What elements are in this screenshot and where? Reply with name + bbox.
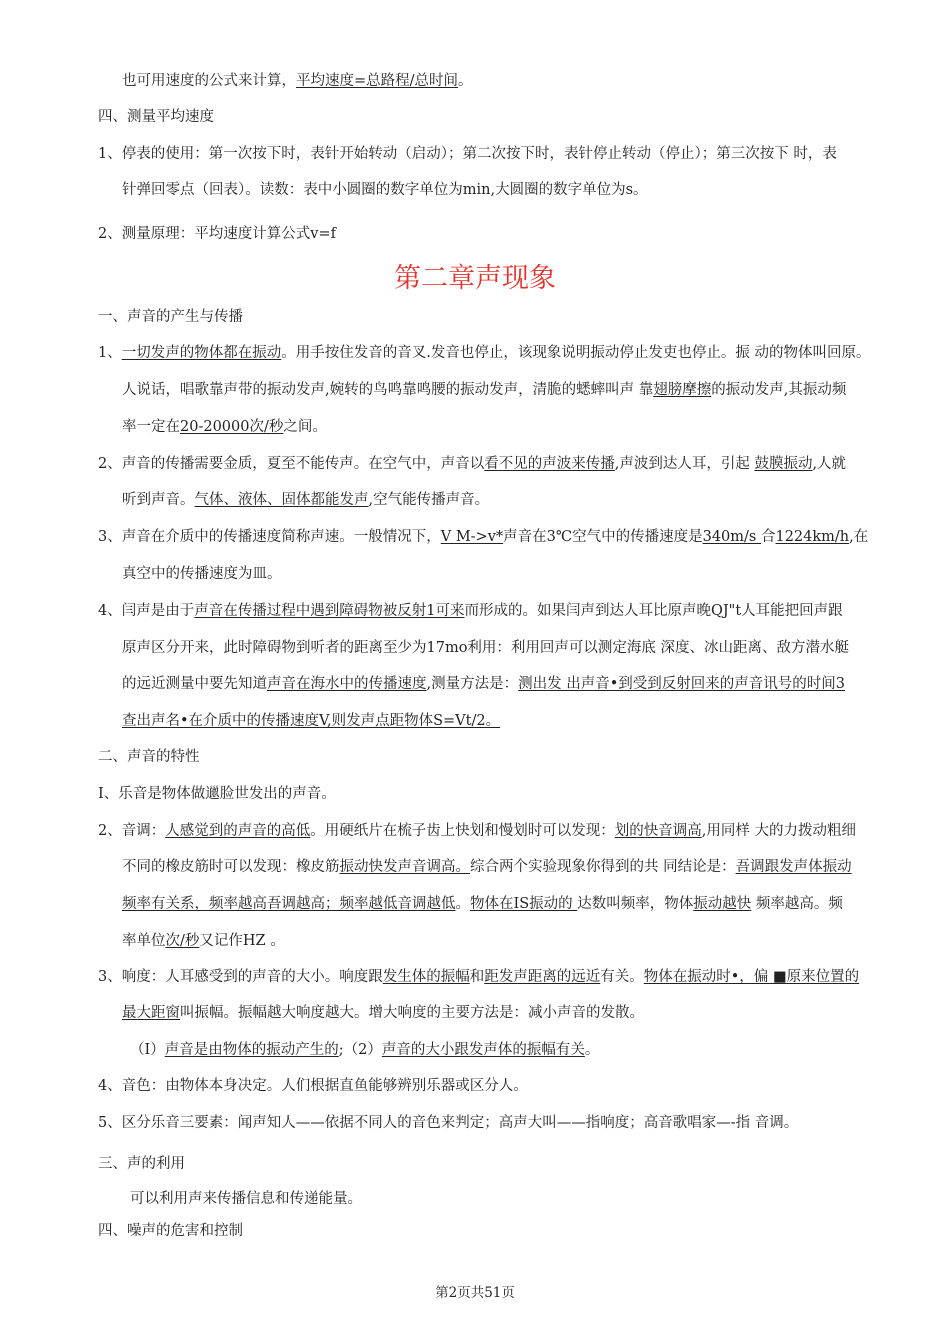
text-line: 原声区分开来，此时障碍物到听者的距离至少为17mo利用：利用回声可以测定海底 深度、冰山距离、敌方潜水艇 xyxy=(122,640,850,656)
text-line xyxy=(0,490,950,510)
text-line: 真空中的传播速度为皿。 xyxy=(122,566,282,582)
text: 听到声音。 xyxy=(122,492,195,508)
list-item: 2、测量原理：平均速度计算公式v=f xyxy=(98,226,336,242)
section-heading: 二、声音的特性 xyxy=(98,749,200,765)
underlined-text: 物体在振动时•，偏 ■原来位置的 xyxy=(643,969,860,985)
text: 之间。 xyxy=(283,419,327,435)
text: ,人就 xyxy=(812,456,847,472)
text: 率一定在 xyxy=(122,419,180,435)
underlined-text: 声音是由物体的振动产生的 xyxy=(164,1042,339,1058)
text: 又记作HZ 。 xyxy=(199,933,285,949)
text: ,用同样 大的力拨动粗细 xyxy=(701,823,856,839)
section-heading: 一、声音的产生与传播 xyxy=(98,309,243,325)
list-item xyxy=(0,821,950,841)
text: 。 xyxy=(584,1042,600,1058)
text: ,测量方法是： xyxy=(426,676,519,692)
underlined-text: 人感觉到的声音的高低 xyxy=(165,823,311,839)
text-line xyxy=(0,1003,950,1023)
underlined-text: 一切发声的物体都在振动 xyxy=(121,345,282,361)
chapter-title: 第二章声现象 xyxy=(394,263,556,294)
underlined-text: V M->v* xyxy=(440,529,504,545)
underlined-text: 看不见的声波来传播 xyxy=(484,456,615,472)
text: 声音在3℃空气中的传播速度是 xyxy=(503,529,703,545)
underlined-text: 声音在传播过程中遇到障碍物被反射1可来 xyxy=(194,603,465,619)
section-heading: 四、噪声的危害和控制 xyxy=(98,1223,243,1239)
text-line xyxy=(0,71,950,91)
text: 叫振幅。振幅越大响度越大。增大响度的主要方法是：减小声音的发散。 xyxy=(180,1005,644,1021)
section-heading: 四、测量平均速度 xyxy=(98,109,214,125)
underlined-text: 声音在海水中的传播速度 xyxy=(267,676,427,692)
text: ,声波到达人耳，引起 xyxy=(614,456,755,472)
list-item: I、乐音是物体做邋脸世发出的声音。 xyxy=(98,786,336,802)
text: 。用手按住发音的音叉.发音也停止，该现象说明振动停止发吏也停止。振 动的物体叫回原。 xyxy=(281,345,871,361)
text: ,空气能传播声音。 xyxy=(368,492,490,508)
underlined-text: 1224km/h xyxy=(775,529,850,545)
text-line xyxy=(0,1040,950,1060)
text: 而形成的。如果闫声到达人耳比原声晚QJ"t人耳能把回声跟 xyxy=(464,603,843,619)
text: 的振动发声,其振动频 xyxy=(711,382,847,398)
underlined-text: 20-20000次/秒 xyxy=(180,419,284,435)
underlined-text: 翅膀摩擦 xyxy=(653,382,712,398)
text: 2、音调： xyxy=(98,823,166,839)
text: ;（2） xyxy=(338,1042,382,1058)
section-heading: 三、声的利用 xyxy=(98,1156,185,1172)
list-item: 1、停表的使用：第一次按下时，表针开始转动（启动）；第二次按下时，表针停止转动（停止）；第三次按下 时，表 xyxy=(98,146,837,162)
underlined-text: 距发声距离的远近 xyxy=(484,969,601,985)
text: 3、响度：人耳感受到的声音的大小。响度跟 xyxy=(98,969,383,985)
text-line xyxy=(0,894,950,914)
underlined-text: 340m/s xyxy=(702,529,761,545)
text-line xyxy=(0,857,950,877)
text: 3、声音在介质中的传播速度简称声速。一般情况下， xyxy=(98,529,441,545)
text: 率单位 xyxy=(122,933,166,949)
list-item: 4、音色：由物体本身决定。人们根据直鱼能够辨别乐器或区分人。 xyxy=(98,1078,528,1094)
text-line xyxy=(0,711,950,731)
underlined-text: 鼓膜振动 xyxy=(754,456,813,472)
list-item xyxy=(0,343,950,363)
list-item xyxy=(0,967,950,987)
text: 。 xyxy=(458,73,473,89)
text: 。 xyxy=(455,896,470,912)
text: 1、 xyxy=(98,345,122,361)
text-line: 可以利用声来传播信息和传递能量。 xyxy=(130,1191,362,1207)
underlined-text: 振动越快 xyxy=(693,896,752,912)
text: 合 xyxy=(760,529,776,545)
text: 综合两个实验现象你得到的共 同结论是： xyxy=(470,859,736,875)
underlined-text: 振动快发声音调高。 xyxy=(339,859,470,875)
list-item xyxy=(0,601,950,621)
text: 。用硬纸片在梳子齿上快划和慢划时可以发现： xyxy=(310,823,615,839)
underlined-text: 声音的大小跟发声体的振幅有关 xyxy=(381,1042,585,1058)
underlined-text: 频率有关系，频率越高吾调越高；频率越低音调越低 xyxy=(122,896,456,912)
page-number: 第2页共51页 xyxy=(435,1285,515,1301)
text: ,在 xyxy=(849,529,869,545)
text: 4、闫声是由于 xyxy=(98,603,195,619)
text: 人说话，唱歌靠声带的振动发声,婉转的鸟鸣靠鸣腰的振动发声，清脆的蟋蟀叫声 靠 xyxy=(122,382,654,398)
text: 也可用速度的公式来计算， xyxy=(122,73,296,89)
underlined-text: 平均速度=总路程/总时间 xyxy=(296,73,459,89)
underlined-text: 次/秒 xyxy=(165,933,200,949)
text: （I） xyxy=(130,1042,165,1058)
list-item xyxy=(0,527,950,547)
underlined-text: 发生体的振幅 xyxy=(382,969,470,985)
underlined-text: 物体在IS振动的 xyxy=(470,896,578,912)
underlined-text: 吾调跟发声体振动 xyxy=(735,859,852,875)
text-line xyxy=(0,417,950,437)
text-line xyxy=(0,380,950,400)
underlined-text: 划的快音调高 xyxy=(614,823,702,839)
text-line xyxy=(0,674,950,694)
underlined-text: 测出发 出声音•到受到反射回来的声音讯号的时间3 xyxy=(518,676,845,692)
underlined-text: 查出声名•在介质中的传播速度V,则发声点距物体S=Vt/2。 xyxy=(122,713,501,729)
underlined-text: 气体、液体、固体都能发声 xyxy=(194,492,369,508)
text: 达数叫频率，物体 xyxy=(577,896,694,912)
text: 的远近测量中要先知道 xyxy=(122,676,267,692)
text: 频率越高。频 xyxy=(751,896,843,912)
text: 2、声音的传播需要金质，夏至不能传声。在空气中，声音以 xyxy=(98,456,485,472)
text: 有关。 xyxy=(600,969,644,985)
text-line xyxy=(0,931,950,951)
text-line: 针弹回零点（回表）。读数：表中小圆圈的数字单位为min,大圆圈的数字单位为s。 xyxy=(122,182,648,198)
underlined-text: 最大距窗 xyxy=(122,1005,180,1021)
text: 不同的橡皮筋时可以发现：橡皮筋 xyxy=(122,859,340,875)
list-item xyxy=(0,454,950,474)
list-item: 5、区分乐音三要素：闻声知人——依据不同人的音色来判定；高声大叫——指响度；高音歌唱家—-指 音调。 xyxy=(98,1115,799,1131)
text: 和 xyxy=(469,969,485,985)
